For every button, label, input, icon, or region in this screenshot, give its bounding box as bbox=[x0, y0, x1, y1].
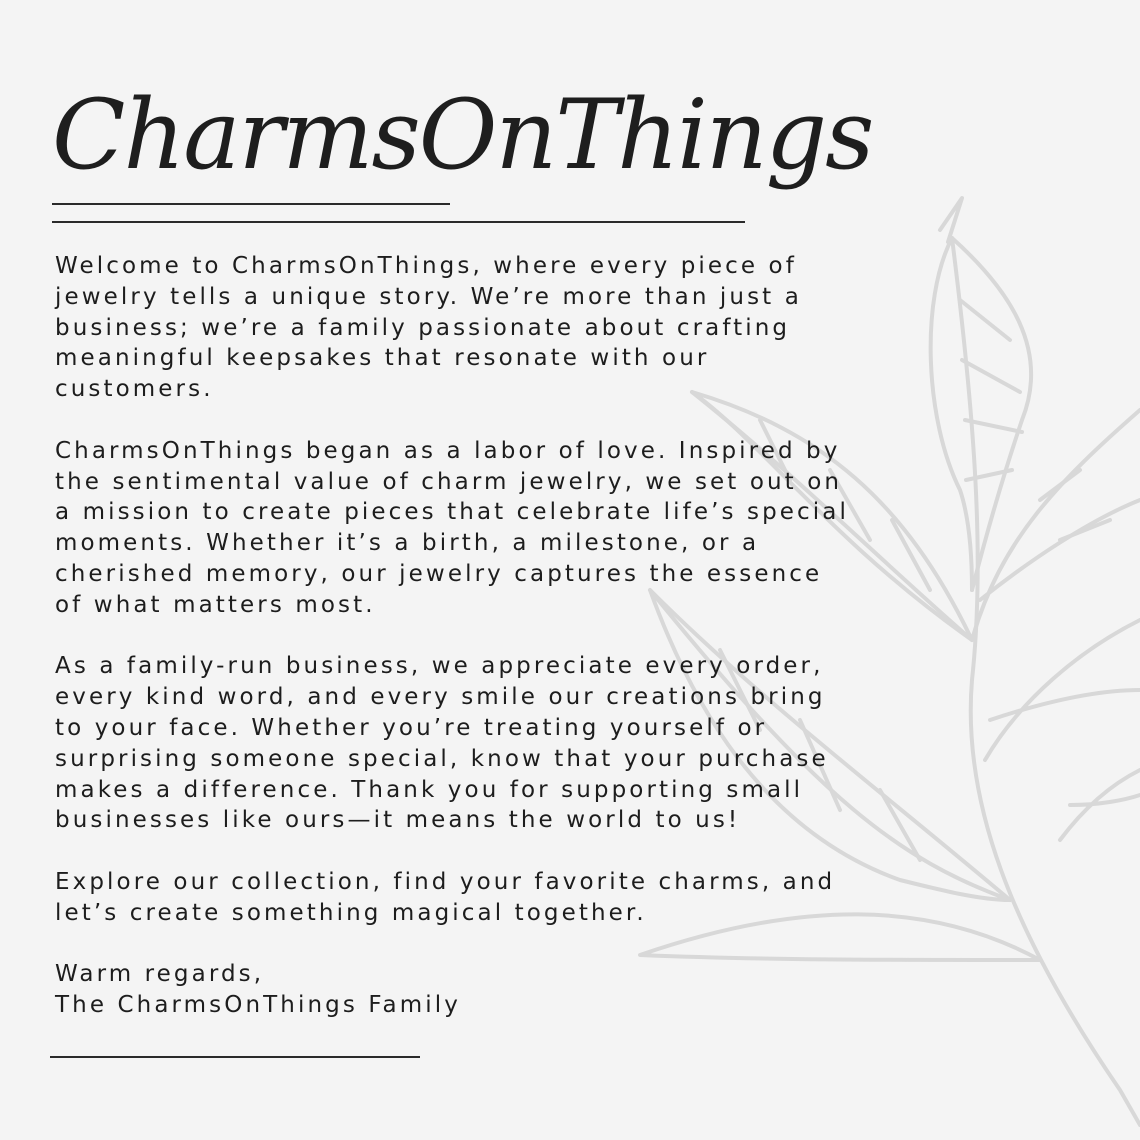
paragraph-call-to-action: Explore our collection, find your favorite charms, and let’s create something magical together. bbox=[55, 868, 836, 926]
paragraph-gratitude: As a family-run business, we appreciate every order, every kind word, and every smile our creations bring to your face. Whether you’re treating yourself or surprising someone special, know that your purchase makes a difference. Thank you for supporting small businesses like ours—it means the world to us! bbox=[55, 653, 829, 834]
paragraph-origin: CharmsOnThings began as a labor of love. Inspired by the sentimental value of charm jewelry, we set out on a mission to create pieces that celebrate life’s special moments. Whether it’s a birth, a milestone, or a cherished memory, our jewelry captures the essence of what matters most. bbox=[55, 437, 849, 618]
brand-name: CharmsOnThings bbox=[52, 79, 873, 191]
letter-body bbox=[55, 251, 915, 1021]
title-underline-short bbox=[52, 203, 450, 205]
signature-line bbox=[50, 1056, 420, 1058]
signoff: Warm regards, The CharmsOnThings Family bbox=[55, 961, 461, 1019]
title-underline-long bbox=[52, 221, 745, 223]
brand-script-logo bbox=[48, 40, 873, 215]
paragraph-welcome: Welcome to CharmsOnThings, where every piece of jewelry tells a unique story. We’re more than just a business; we’re a family passionate about crafting meaningful keepsakes that resonate with our customers. bbox=[55, 253, 802, 403]
